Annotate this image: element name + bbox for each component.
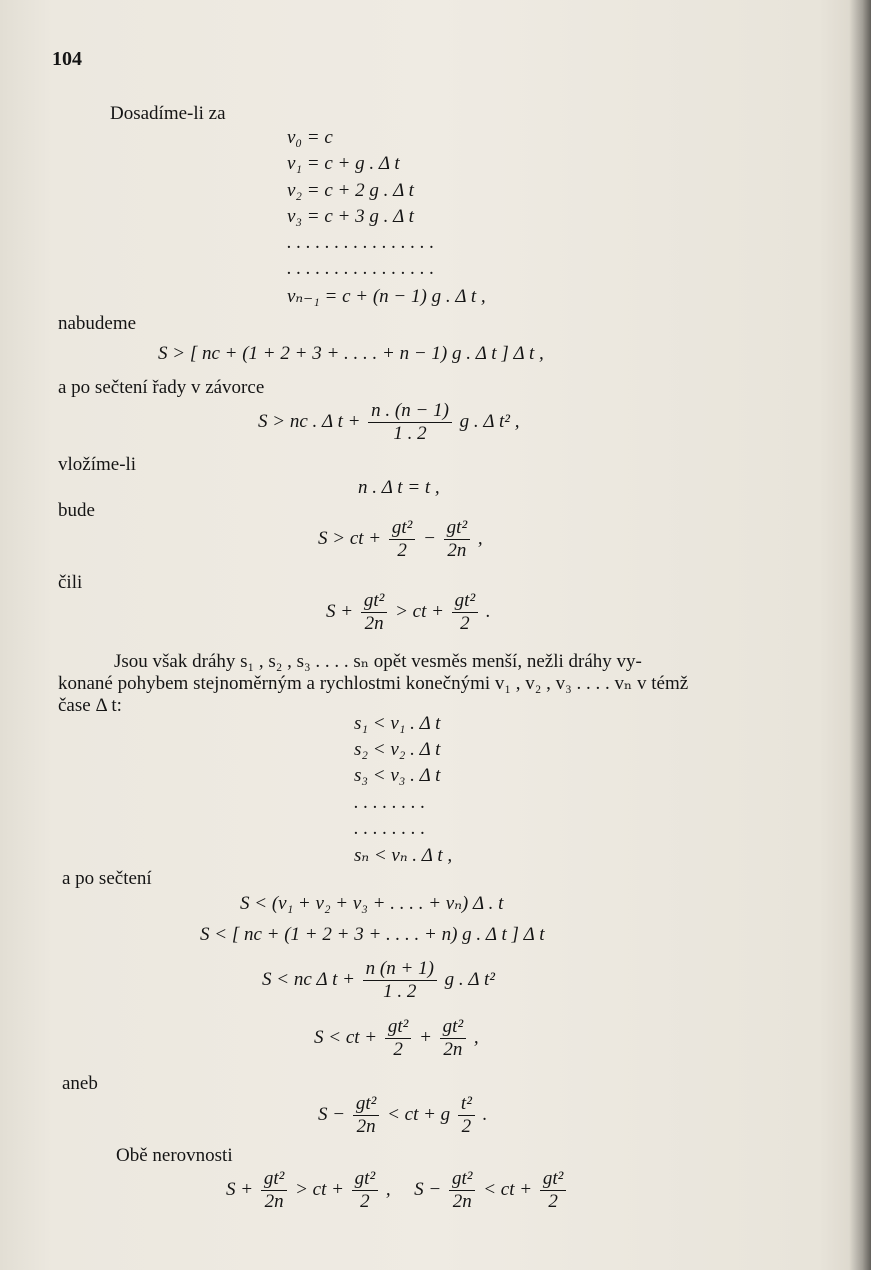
fraction-numerator: gt² <box>352 1168 378 1191</box>
fraction-gt2-over-2 <box>352 1168 378 1213</box>
period: . <box>482 1103 488 1125</box>
fraction-gt2-over-2 <box>540 1168 566 1213</box>
fraction-numerator: gt² <box>385 1016 411 1039</box>
comma: , <box>473 1026 479 1048</box>
inequality-secteni-1: S < (v₁ + v₂ + v₃ + . . . . + vₙ) Δ . t <box>240 893 504 914</box>
fraction-gt2-over-2 <box>385 1016 411 1061</box>
equation-rada-right: g . Δ t² , <box>459 410 520 432</box>
text-cili: čili <box>58 572 83 593</box>
equation-cili-left: S + <box>326 600 354 622</box>
fraction-numerator: gt² <box>261 1168 287 1191</box>
fraction-gt2-over-2 <box>452 590 478 635</box>
inequality-secteni-4-left: S < ct + <box>314 1026 378 1048</box>
fraction-denominator: 2 <box>548 1191 558 1212</box>
inequality-sn: sₙ < vₙ . Δ t , <box>354 845 453 866</box>
text-aneb: aneb <box>62 1073 98 1094</box>
fraction-numerator: gt² <box>540 1168 566 1191</box>
paragraph-jsou-line-1: Jsou však dráhy s₁ , s₂ , s₃ . . . . sₙ opět vesměs menší, nežli dráhy vy- <box>114 651 642 672</box>
fraction-rada <box>368 400 452 445</box>
period: . <box>485 600 491 622</box>
paragraph-jsou-line-2: konané pohybem stejnoměrným a rychlostmi konečnými v₁ , v₂ , v₃ . . . . vₙ v témž <box>58 673 689 694</box>
dots-row-2: . . . . . . . . . . . . . . . . <box>287 258 435 279</box>
equation-vlozime: n . Δ t = t , <box>358 477 440 498</box>
inequality-s3: s₃ < v₃ . Δ t <box>354 765 441 786</box>
fraction-numerator: gt² <box>361 590 387 613</box>
text-bude: bude <box>58 500 95 521</box>
inequality-s1: s₁ < v₁ . Δ t <box>354 713 441 734</box>
fraction-t2-over-2 <box>458 1093 475 1138</box>
equation-bude-left: S > ct + <box>318 527 382 549</box>
fraction-gt2-over-2n <box>261 1168 287 1213</box>
inequality-secteni-2: S < [ nc + (1 + 2 + 3 + . . . . + n) g . Δ t ] Δ t <box>200 924 545 945</box>
comma: , <box>477 527 483 549</box>
fraction-gt2-over-2 <box>389 517 415 562</box>
equation-v3: v₃ = c + 3 g . Δ t <box>287 206 414 227</box>
fraction-numerator: t² <box>458 1093 475 1116</box>
equation-vn: vₙ₋₁ = c + (n − 1) g . Δ t , <box>287 286 486 307</box>
inequalities-obe <box>226 1168 569 1213</box>
text-obe-nerovnosti: Obě nerovnosti <box>116 1145 233 1166</box>
fraction-numerator: n (n + 1) <box>363 958 437 981</box>
text-dosadime: Dosadíme-li za <box>110 103 226 124</box>
fraction-denominator: 2 <box>397 540 407 561</box>
fraction-numerator: gt² <box>389 517 415 540</box>
fraction-denominator: 2n <box>356 1116 376 1137</box>
inequality-aneb <box>318 1093 487 1138</box>
equation-rada-left: S > nc . Δ t + <box>258 410 361 432</box>
fraction-gt2-over-2n <box>440 1016 466 1061</box>
fraction-denominator: 2 <box>393 1039 403 1060</box>
equation-rada <box>258 400 519 445</box>
inequality-secteni-3-right: g . Δ t² <box>444 968 495 990</box>
equation-nabudeme: S > [ nc + (1 + 2 + 3 + . . . . + n − 1) g . Δ t ] Δ t , <box>158 343 544 364</box>
text-vlozime: vložíme-li <box>58 454 137 475</box>
fraction-denominator: 2n <box>443 1039 463 1060</box>
fraction-numerator: gt² <box>353 1093 379 1116</box>
inequality-obe-2-left: S − <box>414 1178 442 1200</box>
dots-row-4: . . . . . . . . <box>354 818 426 839</box>
comma: , <box>385 1178 391 1200</box>
fraction-n-n-plus-1 <box>363 958 437 1003</box>
page-number: 104 <box>52 48 82 70</box>
fraction-denominator: 2n <box>264 1191 284 1212</box>
fraction-gt2-over-2n <box>353 1093 379 1138</box>
fraction-denominator: 1 . 2 <box>383 981 417 1002</box>
inequality-secteni-4 <box>314 1016 479 1061</box>
fraction-numerator: gt² <box>440 1016 466 1039</box>
minus-sign: − <box>423 527 436 549</box>
fraction-numerator: gt² <box>444 517 470 540</box>
equation-v2: v₂ = c + 2 g . Δ t <box>287 180 414 201</box>
inequality-obe-1-mid: > ct + <box>295 1178 344 1200</box>
fraction-gt2-over-2n <box>444 517 470 562</box>
fraction-denominator: 2n <box>452 1191 472 1212</box>
plus-sign: + <box>419 1026 432 1048</box>
inequality-aneb-mid: < ct + g <box>387 1103 451 1125</box>
text-nabudeme: nabudeme <box>58 313 137 334</box>
inequality-obe-2-mid: < ct + <box>483 1178 533 1200</box>
fraction-numerator: gt² <box>449 1168 475 1191</box>
fraction-rada-denominator: 1 . 2 <box>393 423 427 444</box>
fraction-denominator: 2n <box>447 540 467 561</box>
fraction-numerator: gt² <box>452 590 478 613</box>
fraction-denominator: 2 <box>461 1116 472 1137</box>
fraction-gt2-over-2n <box>449 1168 475 1213</box>
page-gutter-shadow <box>849 0 871 1270</box>
fraction-gt2-over-2n <box>361 590 387 635</box>
inequality-s2: s₂ < v₂ . Δ t <box>354 739 441 760</box>
equation-bude <box>318 517 483 562</box>
inequality-secteni-3 <box>262 958 495 1003</box>
text-po-secteni-rady: a po sečtení řady v závorce <box>58 377 265 398</box>
equation-v1: v₁ = c + g . Δ t <box>287 153 400 174</box>
dots-row-3: . . . . . . . . <box>354 792 426 813</box>
equation-cili-mid: > ct + <box>395 600 444 622</box>
text-po-secteni: a po sečtení <box>62 868 152 889</box>
inequality-obe-1-left: S + <box>226 1178 254 1200</box>
fraction-denominator: 2 <box>360 1191 370 1212</box>
inequality-secteni-3-left: S < nc Δ t + <box>262 968 355 990</box>
equation-v0: v₀ = c <box>287 127 333 148</box>
equation-cili <box>326 590 491 635</box>
dots-row-1: . . . . . . . . . . . . . . . . <box>287 232 435 253</box>
fraction-denominator: 2 <box>460 613 470 634</box>
paragraph-jsou-line-3: čase Δ t: <box>58 695 122 716</box>
fraction-denominator: 2n <box>364 613 384 634</box>
inequality-aneb-left: S − <box>318 1103 346 1125</box>
fraction-rada-numerator: n . (n − 1) <box>368 400 452 423</box>
